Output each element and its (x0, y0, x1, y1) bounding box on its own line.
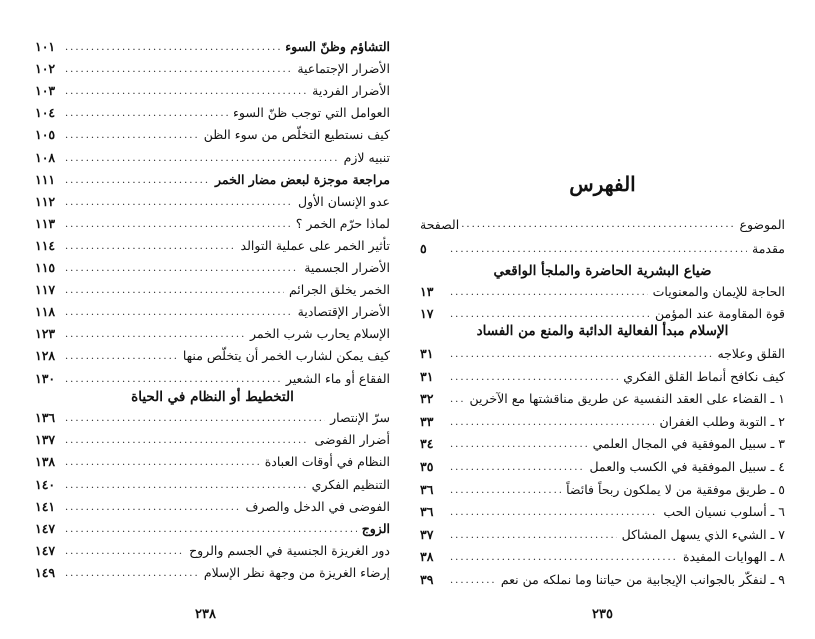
toc-entry (420, 278, 785, 300)
toc-entry-title: قوة المقاومة عند المؤمن (655, 306, 785, 321)
toc-entry (35, 210, 390, 232)
toc-entry-title: الأضرار الإجتماعية (297, 61, 390, 77)
toc-entry (35, 33, 390, 55)
toc-entry-title: مقدمة (752, 241, 785, 256)
leader-dots (461, 218, 734, 232)
toc-entry (35, 144, 390, 166)
toc-entry-title: تأثير الخمر على عملية التوالد (240, 237, 390, 253)
toc-entry (35, 121, 390, 143)
toc-entry (420, 566, 785, 588)
toc-entry-page: ١٠٨ (35, 149, 56, 165)
leader-dots (450, 461, 585, 475)
leader-dots (65, 240, 236, 254)
toc-entry-page: ٣٤ (420, 436, 434, 452)
toc-entry-page: ١٧ (420, 306, 434, 321)
leader-dots (450, 371, 618, 385)
toc-entry (35, 448, 390, 470)
leader-dots (65, 85, 307, 99)
toc-entry (420, 430, 785, 452)
toc-entry-page: ٣٥ (420, 459, 434, 474)
leader-dots (65, 107, 228, 121)
toc-entry-title: ٨ ـ الهوايات المفيدة (682, 549, 785, 565)
toc-entry-page: ٣٧ (420, 526, 434, 542)
toc-entry-title: ٧ ـ الشيء الذي يسهل المشاكل (621, 526, 785, 542)
leader-dots (450, 484, 561, 498)
toc-entry-page: ٣٨ (420, 549, 434, 565)
toc-entry (35, 232, 390, 254)
leader-dots (65, 63, 292, 77)
toc-entry-title: لماذا حرّم الخمر ؟ (295, 215, 390, 231)
toc-entry (35, 99, 390, 121)
leader-dots (65, 129, 199, 143)
toc-entry-page: ٣١ (420, 368, 434, 384)
leader-dots (450, 551, 678, 565)
section-heading: الإسلام مبدأ الفعالية الدائبة والمنع من الفساد (476, 323, 729, 339)
toc-entry-title: ٦ ـ أسلوب نسيان الحب (663, 504, 785, 520)
toc-entry (35, 77, 390, 99)
toc-entry (35, 515, 390, 537)
leader-dots (65, 174, 210, 188)
toc-entry-title: التشاؤم وظنّ السوء (285, 39, 390, 54)
toc-entry (35, 298, 390, 320)
toc-entry-title: الأضرار الجسمية (304, 260, 390, 275)
column-header-row (420, 212, 785, 232)
toc-entry (35, 493, 390, 515)
leader-dots (65, 328, 245, 342)
leader-dots (450, 243, 747, 257)
toc-entry (420, 453, 785, 475)
toc-entry-title: ٣ ـ سبيل الموفقية في المجال العلمي (592, 436, 785, 452)
toc-entry (420, 521, 785, 543)
toc-entry-page: ١٢٨ (35, 348, 56, 364)
toc-entry-page: ١١٥ (35, 260, 56, 275)
toc-entry (35, 276, 390, 298)
toc-entry-title: سرّ الإنتصار (330, 410, 390, 425)
leader-dots (450, 308, 650, 322)
leader-dots (65, 523, 357, 537)
toc-entry-page: ١٤١ (35, 498, 56, 514)
leader-dots (65, 434, 309, 448)
leader-dots (450, 529, 617, 543)
toc-entry-page: ١٣٧ (35, 432, 56, 448)
toc-entry (35, 254, 390, 276)
page-number: ٢٣٥ (592, 607, 613, 622)
toc-entry (420, 385, 785, 407)
toc-entry (420, 498, 785, 520)
leader-dots (65, 456, 260, 470)
leader-dots (65, 567, 199, 581)
toc-entry-page: ٣٩ (420, 572, 434, 587)
toc-entry-page: ١٠٢ (35, 61, 56, 77)
toc-entry-page: ١١٢ (35, 193, 56, 209)
leader-dots (65, 373, 281, 387)
toc-entry-page: ١٠٣ (35, 83, 56, 99)
leader-dots (65, 218, 291, 232)
toc-entry-page: ١١٣ (35, 215, 56, 231)
toc-entry-title: ٩ ـ لنفكّر بالجوانب الإيجابية من حياتنا وما نملكه من نعم (500, 572, 785, 587)
toc-entry-page: ١٠١ (35, 39, 56, 54)
toc-entry-page: ١١١ (35, 171, 56, 187)
toc-entry-title: كيف نستطيع التخلّص من سوء الظن (203, 127, 390, 143)
toc-entry-page: ٣٣ (420, 413, 434, 429)
toc-entry-title: النظام في أوقات العبادة (264, 454, 390, 470)
leader-dots (65, 284, 284, 298)
toc-entry-title: ٥ ـ طريق موفقية من لا يملكون ربحاً فائضاً (566, 481, 785, 497)
toc-entry (35, 166, 390, 188)
toc-entry (35, 471, 390, 493)
toc-entry-title: الفقاع أو ماء الشعير (285, 370, 390, 386)
toc-entry-page: ١١٧ (35, 282, 56, 298)
toc-entry (420, 300, 785, 322)
toc-entry-title: أضرار الفوضى (314, 432, 390, 448)
toc-entry (420, 476, 785, 498)
toc-entry-page: ١٤٧ (35, 521, 56, 536)
toc-entry-title: دور الغريزة الجنسية في الجسم والروح (189, 543, 390, 559)
leader-dots (65, 350, 178, 364)
toc-entry (35, 365, 390, 387)
toc-entry-title: الفوضى في الدخل والصرف (245, 498, 390, 514)
toc-entry-page: ٥ (420, 241, 427, 256)
leader-dots (65, 306, 293, 320)
page-number: ٢٣٨ (195, 607, 216, 622)
toc-entry-title: ٤ ـ سبيل الموفقية في الكسب والعمل (589, 459, 785, 474)
column-topic-label: الموضوع (739, 217, 785, 232)
leader-dots (450, 574, 496, 588)
leader-dots (65, 412, 325, 426)
leader-dots (65, 262, 299, 276)
toc-entry-page: ٣٦ (420, 504, 434, 520)
toc-entry (35, 559, 390, 581)
toc-entry-page: ٣١ (420, 346, 434, 361)
toc-entry-title: مراجعة موجزة لبعض مضار الخمر (214, 171, 390, 187)
leader-dots (65, 152, 339, 166)
toc-entry-title: ٢ ـ التوبة وطلب الغفران (659, 413, 785, 429)
toc-entry-page: ٣٢ (420, 391, 434, 407)
leader-dots (450, 348, 712, 362)
toc-entry-page: ١٠٤ (35, 105, 56, 121)
toc-entry-title: كيف نكافح أنماط القلق الفكري (623, 368, 785, 384)
toc-entry (35, 55, 390, 77)
toc-entry (420, 408, 785, 430)
toc-entry-title: عدو الإنسان الأول (298, 193, 390, 209)
leader-dots (450, 506, 658, 520)
toc-entry-title: الزوج (361, 521, 390, 536)
leader-dots (65, 41, 280, 55)
toc-entry-page: ١٢٣ (35, 326, 56, 342)
toc-entry-page: ١١٤ (35, 237, 56, 253)
toc-entry (35, 342, 390, 364)
toc-entry-title: الأضرار الفردية (312, 83, 390, 99)
leader-dots (65, 196, 293, 210)
section-heading: التخطيط أو النظام في الحياة (131, 389, 294, 405)
toc-entry-title: الخمر يخلق الجرائم (288, 282, 390, 298)
leader-dots (450, 286, 648, 300)
toc-entry (420, 235, 785, 257)
leader-dots (65, 501, 241, 515)
leader-dots (450, 393, 465, 407)
toc-entry-title: إرضاء الغريزة من وجهة نظر الإسلام (203, 565, 390, 581)
toc-entry (420, 543, 785, 565)
toc-entry-page: ١٤٠ (35, 476, 56, 492)
toc-entry-title: التنظيم الفكري (311, 476, 390, 492)
toc-entry-title: القلق وعلاجه (717, 346, 785, 361)
toc-entry (35, 537, 390, 559)
toc-entry (420, 340, 785, 362)
toc-entry (35, 426, 390, 448)
leader-dots (65, 479, 307, 493)
toc-entry-title: الحاجة للإيمان والمعنويات (652, 284, 785, 299)
leader-dots (65, 545, 184, 559)
leader-dots (450, 416, 654, 430)
toc-entry-page: ٣٦ (420, 481, 434, 497)
toc-entry-page: ١٠٥ (35, 127, 56, 143)
toc-entry-page: ١٤٧ (35, 543, 56, 559)
leader-dots (450, 438, 588, 452)
toc-entry-title: العوامل التي توجب ظنّ السوء (233, 105, 390, 121)
toc-entry-page: ١٣٨ (35, 454, 56, 470)
toc-entry-page: ١٣٠ (35, 370, 56, 386)
toc-entry-title: الأضرار الإقتصادية (297, 304, 390, 320)
toc-entry-page: ١٣٦ (35, 410, 56, 425)
toc-entry-title: الإسلام يحارب شرب الخمر (250, 326, 390, 342)
toc-entry (35, 404, 390, 426)
toc-entry-title: ١ ـ القضاء على العقد النفسية عن طريق مناقشتها مع الآخرين (469, 391, 785, 407)
toc-entry-page: ١١٨ (35, 304, 56, 320)
section-heading: ضياع البشرية الحاضرة والملجأ الواقعي (493, 263, 712, 279)
index-title: الفهرس (569, 172, 636, 196)
toc-entry (420, 363, 785, 385)
toc-entry (35, 188, 390, 210)
column-page-label: الصفحة (420, 217, 460, 232)
toc-entry (35, 320, 390, 342)
toc-entry-page: ١٤٩ (35, 565, 56, 581)
toc-entry-title: تنبيه لازم (343, 149, 390, 165)
toc-entry-page: ١٣ (420, 284, 434, 299)
toc-entry-title: كيف يمكن لشارب الخمر أن يتخلّص منها (182, 348, 390, 364)
